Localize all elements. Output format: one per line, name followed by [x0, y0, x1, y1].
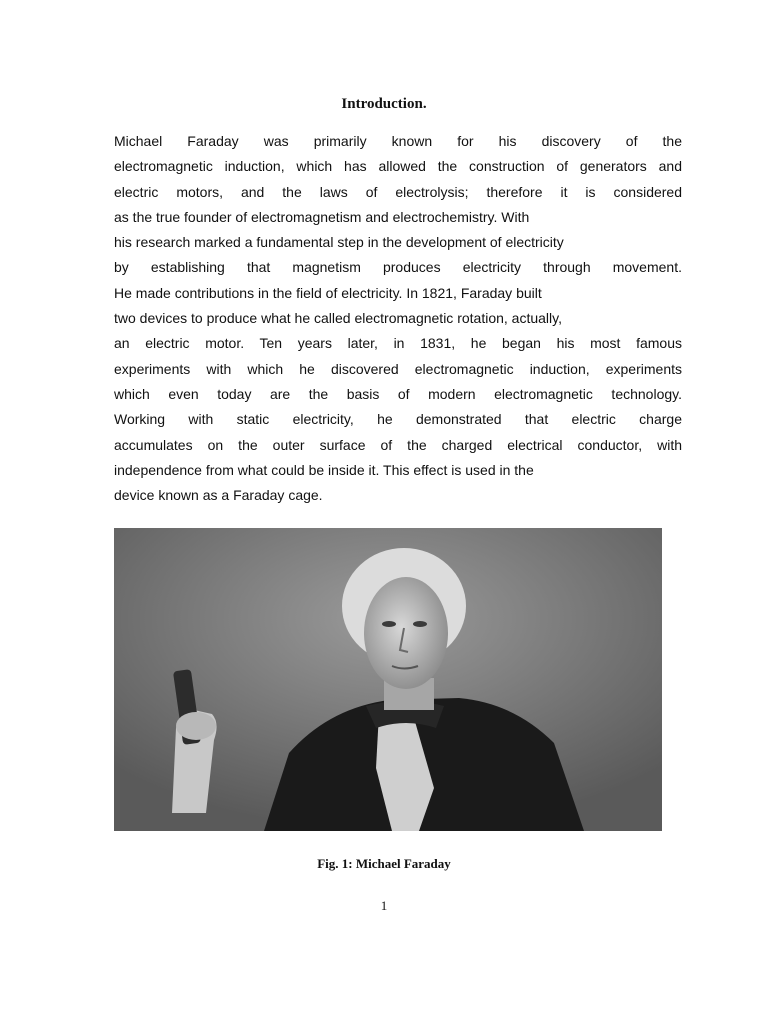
paragraph-line: electromagnetic induction, which has allowed the construction of generators and: [114, 158, 682, 175]
paragraph-line: as the true founder of electromagnetism and electrochemistry. With: [114, 208, 530, 225]
paragraph-line: electric motors, and the laws of electrolysis; therefore it is considered: [114, 183, 682, 200]
figure-caption: Fig. 1: Michael Faraday: [317, 856, 451, 871]
paragraph-line: Michael Faraday was primarily known for his discovery of the: [114, 133, 682, 149]
portrait-photo: [114, 528, 662, 831]
paragraph-line: accumulates on the outer surface of the charged electrical conductor, with: [114, 436, 682, 453]
paragraph-line: device known as a Faraday cage.: [114, 487, 323, 504]
paragraph-line: independence from what could be inside it. This effect is used in the: [114, 461, 534, 478]
page-number: 1: [380, 898, 388, 913]
paragraph-line: an electric motor. Ten years later, in 1831, he began his most famous: [114, 335, 682, 352]
paragraph-line: his research marked a fundamental step in the development of electricity: [114, 234, 564, 251]
page-title: Introduction.: [341, 96, 427, 112]
paragraph-line: by establishing that magnetism produces electricity through movement.: [114, 259, 682, 276]
paragraph-line: which even today are the basis of modern electromagnetic technology.: [114, 385, 682, 402]
portrait-illustration: [114, 528, 662, 831]
paragraph-line: He made contributions in the field of electricity. In 1821, Faraday built: [114, 284, 542, 301]
paragraph-line: Working with static electricity, he demonstrated that electric charge: [114, 411, 682, 428]
paragraph-line: two devices to produce what he called electromagnetic rotation, actually,: [114, 310, 562, 327]
body-paragraph: [114, 129, 682, 508]
paragraph-line: experiments with which he discovered electromagnetic induction, experiments: [114, 360, 682, 377]
